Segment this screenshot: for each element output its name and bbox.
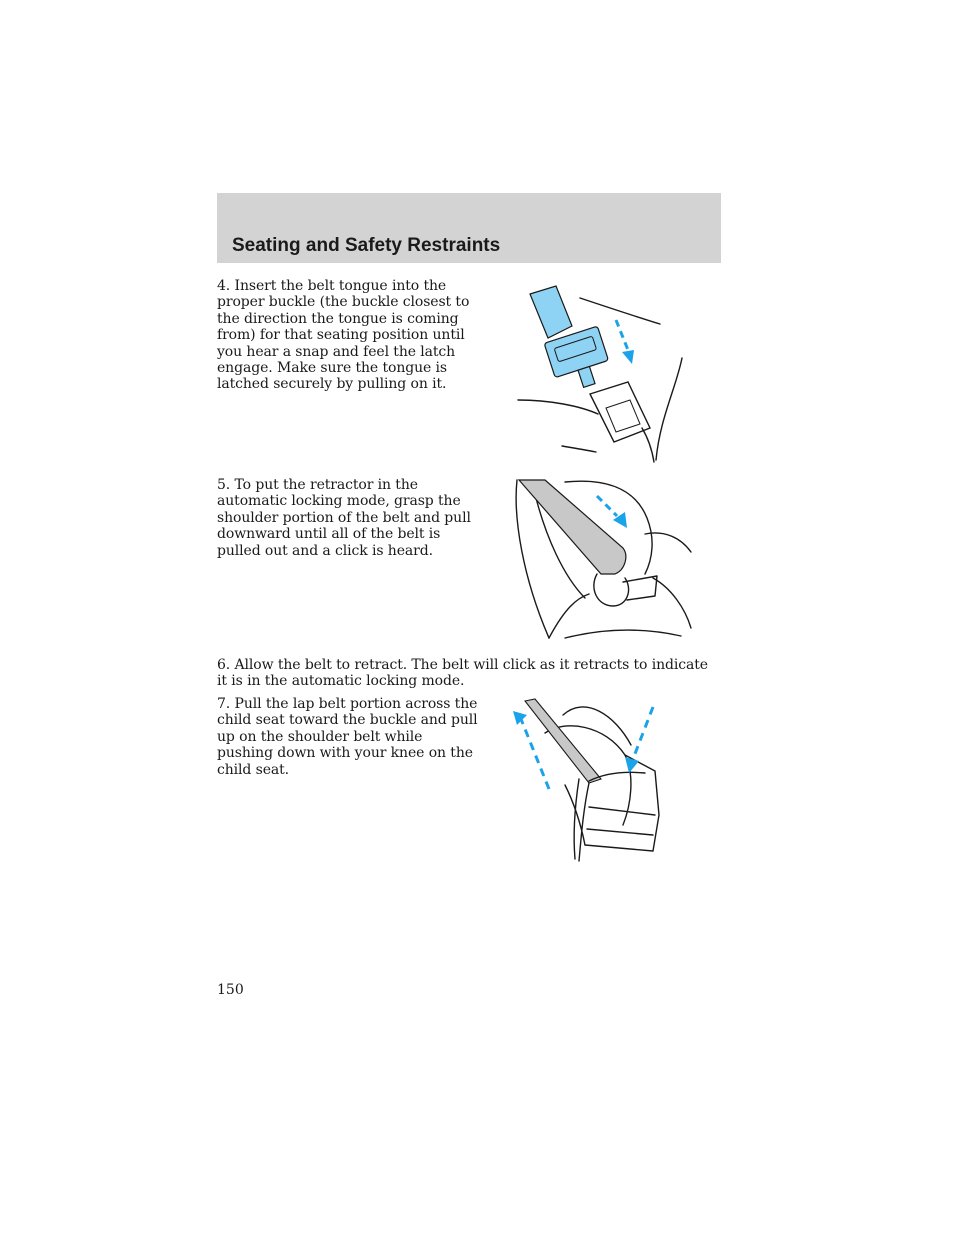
belt-webbing [530, 286, 572, 338]
step-6-text: 6. Allow the belt to retract. The belt will click as it retracts to indicate it is in the automatic locking mode. [217, 657, 708, 690]
seat-base [549, 594, 589, 638]
seat-outline [656, 358, 682, 460]
page-number: 150 [217, 982, 244, 998]
step-7-text: 7. Pull the lap belt portion across the child seat toward the buckle and pull up on the shoulder belt while pushing down with your knee on the child seat. [217, 696, 478, 778]
child-seat-side [585, 755, 659, 851]
seat-outline [580, 298, 660, 324]
pull-down-arrow-icon [597, 496, 627, 528]
belt-strap [579, 783, 589, 861]
push-down-arrow-icon [616, 320, 634, 364]
header-band [217, 193, 721, 263]
shoulder-belt-pull-illustration [505, 478, 700, 643]
step-5-text: 5. To put the retractor in the automatic locking mode, grasp the shoulder portion of the belt and pull downward until all of the belt is pulled out and a click is heard. [217, 477, 471, 559]
belt-tongue [544, 326, 614, 395]
child-seat-side [653, 578, 691, 628]
belt-loop [594, 574, 629, 606]
seat-base [565, 630, 681, 638]
child-seat-base [587, 829, 653, 835]
child-seat-base [589, 807, 655, 815]
seat-outline [518, 400, 598, 414]
belt-tongue-buckle-illustration [510, 278, 700, 468]
seat-outline [562, 446, 596, 452]
shoulder-belt [525, 699, 601, 783]
buckle [590, 382, 654, 462]
step-4-text: 4. Insert the belt tongue into the proper buckle (the buckle closest to the direction the tongue is coming from) for that seating position until you hear a snap and feel the latch engage. Make sure the tongue is latched securely by pulling on it. [217, 278, 470, 393]
child-seat-belt-tighten-illustration [505, 695, 670, 865]
section-title: Seating and Safety Restraints [232, 235, 501, 256]
shoulder-belt [519, 480, 626, 574]
